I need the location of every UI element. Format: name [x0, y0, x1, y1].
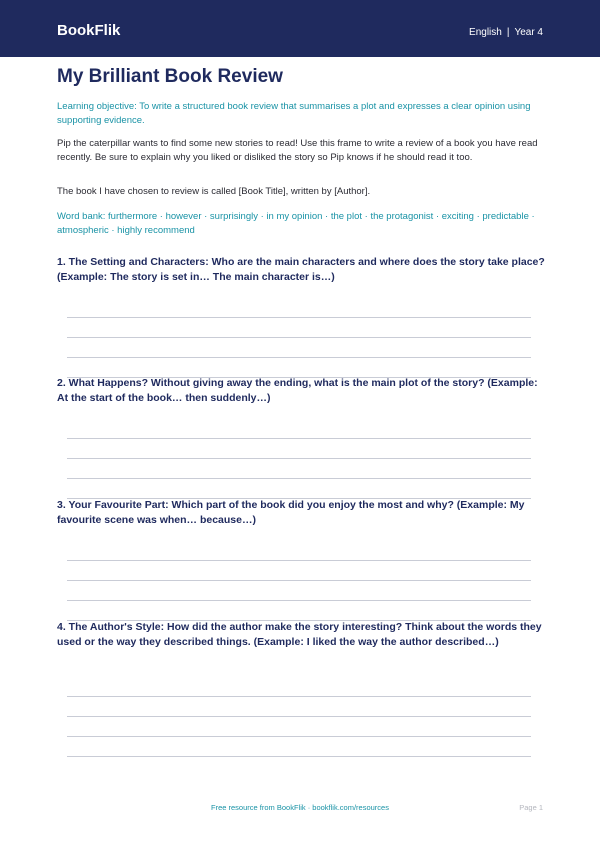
year-label: Year 4: [514, 27, 543, 38]
subject-year-label: [469, 27, 543, 39]
answer-line[interactable]: [67, 478, 531, 479]
answer-line[interactable]: [67, 560, 531, 561]
answer-line[interactable]: [67, 736, 531, 737]
answer-line[interactable]: [67, 756, 531, 757]
answer-line[interactable]: [67, 600, 531, 601]
chosen-book-sentence: The book I have chosen to review is called [Book Title], written by [Author].: [57, 186, 371, 197]
intro-text: Pip the caterpillar wants to find some new stories to read! Use this frame to write a review of a book you have read recently. Be sure to explain why you liked or disliked the story so Pip knows if he should read it too.: [57, 138, 538, 163]
question-what-happens: 2. What Happens? Without giving away the ending, what is the main plot of the story? (Example: At the start of the book… then suddenly…): [57, 377, 538, 404]
answer-line[interactable]: [67, 716, 531, 717]
question-favourite-part: 3. Your Favourite Part: Which part of the book did you enjoy the most and why? (Example: My favourite scene was when… because…): [57, 499, 525, 526]
learning-objective: Learning objective: To write a structured book review that summarises a plot and expresses a clear opinion using supporting evidence.: [57, 101, 531, 126]
footer-text: Free resource from BookFlik · bookflik.com/resources: [211, 803, 389, 812]
answer-line[interactable]: [67, 337, 531, 338]
answer-line[interactable]: [67, 696, 531, 697]
page-title: My Brilliant Book Review: [57, 66, 283, 87]
subject-label: English: [469, 27, 502, 38]
meta-separator: |: [506, 27, 510, 38]
answer-line[interactable]: [67, 458, 531, 459]
page-number: Page 1: [519, 803, 543, 812]
question-authors-style: 4. The Author's Style: How did the author make the story interesting? Think about the words they used or the way they described things. (Example: I liked the way the author described…): [57, 621, 542, 648]
header-bar: [0, 0, 600, 57]
answer-line[interactable]: [67, 357, 531, 358]
brand-logo: BookFlik: [57, 22, 121, 39]
answer-line[interactable]: [67, 317, 531, 318]
answer-line[interactable]: [67, 580, 531, 581]
question-setting-characters: 1. The Setting and Characters: Who are the main characters and where does the story take place? (Example: The story is set in… The main character is…): [57, 256, 545, 283]
answer-line[interactable]: [67, 438, 531, 439]
word-bank: Word bank: furthermore · however · surprisingly · in my opinion · the plot · the protagonist · exciting · predictable · atmospheric · highly recommend: [57, 211, 535, 236]
